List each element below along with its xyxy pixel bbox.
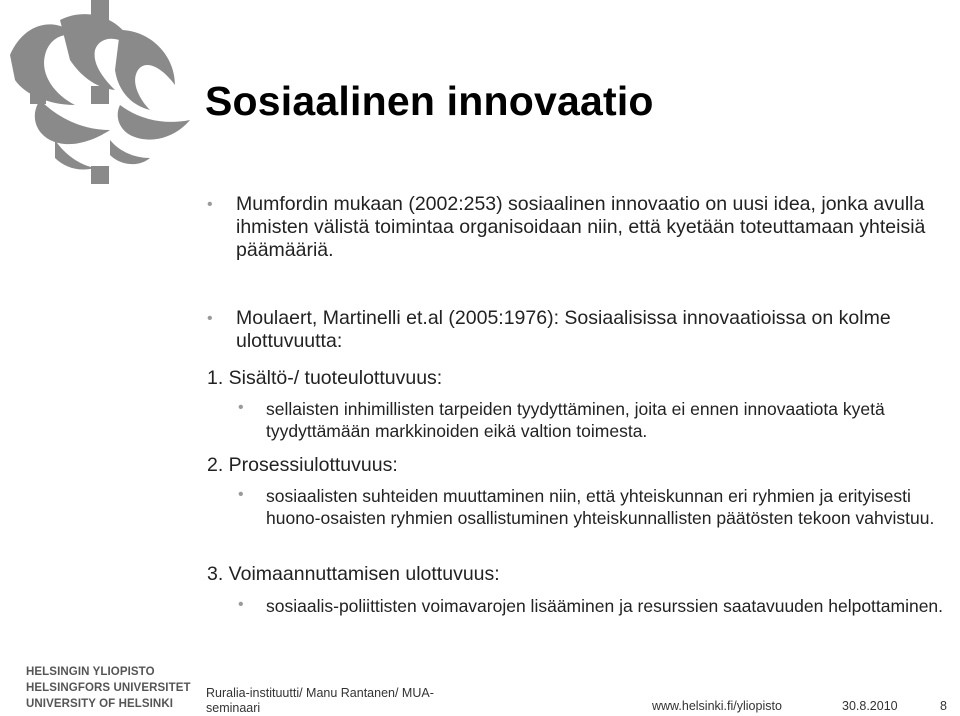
bullet-dot: •	[238, 399, 244, 416]
bullet-dot: •	[207, 196, 213, 213]
footer-presenter: Ruralia-instituutti/ Manu Rantanen/ MUA-seminaari	[206, 686, 434, 715]
dimension-1-heading: 1. Sisältö-/ tuoteulottuvuus:	[207, 367, 443, 389]
bullet-moulaert: Moulaert, Martinelli et.al (2005:1976): Sosiaalisissa innovaatioissa on kolme ulottuvuutta:	[236, 307, 891, 352]
footer-url: www.helsinki.fi/yliopisto	[652, 699, 782, 713]
footer-date: 30.8.2010	[842, 699, 898, 713]
university-name-fi: HELSINGIN YLIOPISTO	[26, 666, 155, 678]
bullet-mumford: Mumfordin mukaan (2002:253) sosiaalinen innovaatio on uusi idea, jonka avulla ihmisten välistä toimintaa organisoidaan niin, että kyetään toteuttamaan yhteisiä päämääriä.	[236, 193, 926, 261]
dimension-3-text: sosiaalis-poliittisten voimavarojen lisääminen ja resurssien saatavuuden helpottaminen.	[266, 596, 944, 616]
dimension-2-heading: 2. Prosessiulottuvuus:	[207, 454, 398, 476]
dimension-2-text: sosiaalisten suhteiden muuttaminen niin, että yhteiskunnan eri ryhmien ja erityisesti huono-osaisten ryhmien osallistuminen yhteiskunnallisten päätösten tekoon vahvistuu.	[266, 486, 935, 528]
slide-title: Sosiaalinen innovaatio	[205, 78, 654, 124]
bullet-dot: •	[207, 310, 213, 327]
page-number: 8	[940, 699, 947, 713]
dimension-1-text: sellaisten inhimillisten tarpeiden tyydyttäminen, joita ei ennen innovaatiota kyetä tyydyttämään markkinoiden eikä valtion toimesta.	[266, 399, 885, 441]
university-name-en: UNIVERSITY OF HELSINKI	[26, 698, 174, 710]
bullet-dot: •	[238, 486, 244, 503]
university-wordmark	[26, 664, 191, 712]
bullet-dot: •	[238, 596, 244, 613]
dimension-3-heading: 3. Voimaannuttamisen ulottuvuus:	[207, 563, 500, 585]
university-name-sv: HELSINGFORS UNIVERSITET	[26, 682, 191, 694]
